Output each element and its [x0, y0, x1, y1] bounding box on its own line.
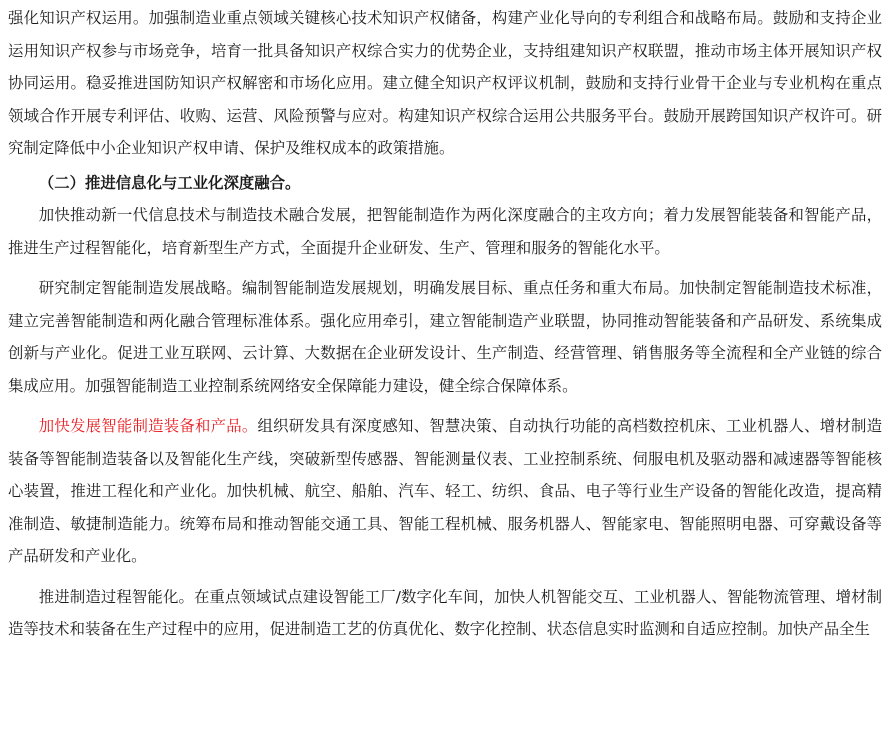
- section-heading-informatization: （二）推进信息化与工业化深度融合。: [38, 173, 301, 192]
- paragraph-process-intelligence: 推进制造过程智能化。在重点领域试点建设智能工厂/数字化车间，加快人机智能交互、工业机器人、智能物流管理、增材制造等技术和装备在生产过程中的应用，促进制造工艺的仿真优化、数字化控制、状态信息实时监测和自适应控制。加快产品全生: [8, 587, 882, 638]
- paragraph-smart-manufacturing-strategy: 研究制定智能制造发展战略。编制智能制造发展规划，明确发展目标、重点任务和重大布局。加快制定智能制造技术标准，建立完善智能制造和两化融合管理标准体系。强化应用牵引，建立智能制造产业联盟，协同推动智能装备和产品研发、系统集成创新与产业化。促进工业互联网、云计算、大数据在企业研发设计、生产制造、经营管理、销售服务等全流程和全产业链的综合集成应用。加强智能制造工业控制系统网络安全保障能力建设，健全综合保障体系。: [8, 279, 882, 395]
- paragraph-smart-equipment: [8, 410, 882, 573]
- paragraph-ip-utilization: 强化知识产权运用。加强制造业重点领域关键核心技术知识产权储备，构建产业化导向的专利组合和战略布局。鼓励和支持企业运用知识产权参与市场竞争，培育一批具备知识产权综合实力的优势企业，支持组建知识产权联盟，推动市场主体开展知识产权协同运用。稳妥推进国防知识产权解密和市场化应用。建立健全知识产权评议机制，鼓励和支持行业骨干企业与专业机构在重点领域合作开展专利评估、收购、运营、风险预警与应对。构建知识产权综合运用公共服务平台。鼓励开展跨国知识产权许可。研究制定降低中小企业知识产权申请、保护及维权成本的政策措施。: [8, 9, 882, 157]
- highlighted-phrase: 加快发展智能制造装备和产品。: [38, 417, 258, 435]
- paragraph-smart-equipment-text: 组织研发具有深度感知、智慧决策、自动执行功能的高档数控机床、工业机器人、增材制造装备等智能制造装备以及智能化生产线，突破新型传感器、智能测量仪表、工业控制系统、伺服电机及驱动器和减速器等智能核心装置，推进工程化和产业化。加快机械、航空、船舶、汽车、轻工、纺织、食品、电子等行业生产设备的智能化改造，提高精准制造、敏捷制造能力。统筹布局和推动智能交通工具、智能工程机械、服务机器人、智能家电、智能照明电器、可穿戴设备等产品研发和产业化。: [8, 417, 882, 565]
- paragraph-integration-overview: 加快推动新一代信息技术与制造技术融合发展，把智能制造作为两化深度融合的主攻方向；着力发展智能装备和智能产品，推进生产过程智能化，培育新型生产方式，全面提升企业研发、生产、管理和服务的智能化水平。: [8, 206, 882, 257]
- document-body: [8, 0, 882, 646]
